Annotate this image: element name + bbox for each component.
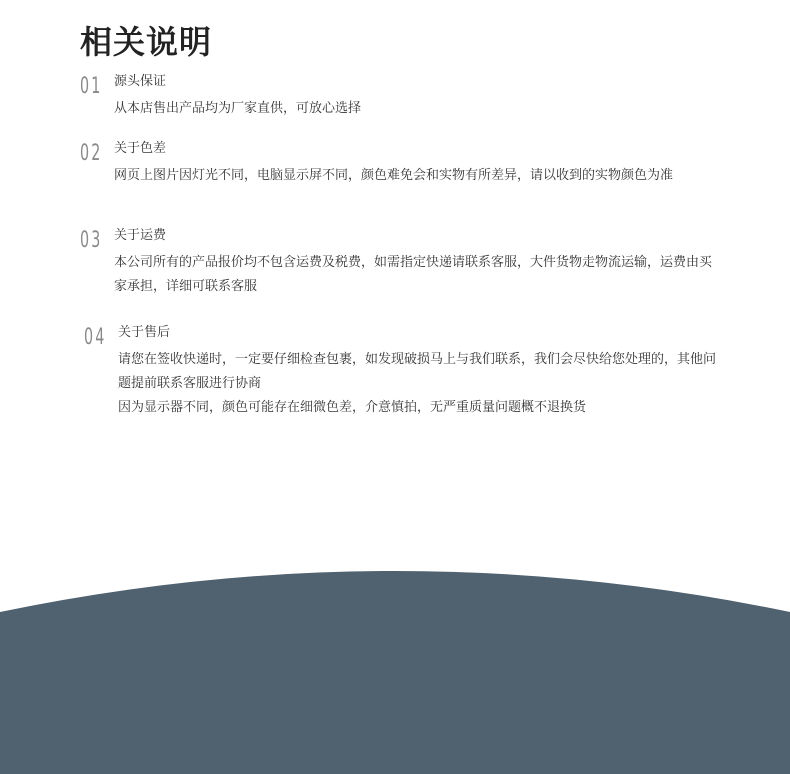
section-heading: 源头保证 — [114, 74, 167, 89]
section-text: 从本店售出产品均为厂家直供，可放心选择 — [114, 101, 362, 116]
section-number: 03 — [80, 228, 103, 253]
section-heading: 关于色差 — [114, 141, 167, 156]
section-number: 02 — [80, 141, 103, 166]
section-body — [114, 251, 714, 299]
section-text: 本公司所有的产品报价均不包含运费及税费，如需指定快递请联系客服，大件货物走物流运输，运费由买家承担，详细可联系客服 — [114, 255, 713, 294]
section-number: 04 — [84, 325, 107, 350]
section-body — [118, 348, 718, 420]
decorative-wave — [0, 560, 790, 774]
section-heading: 关于运费 — [114, 228, 167, 243]
page-title: 相关说明 — [80, 23, 213, 61]
section-text: 网页上图片因灯光不同，电脑显示屏不同，颜色难免会和实物有所差异，请以收到的实物颜色为准 — [114, 168, 674, 183]
section-number: 01 — [80, 74, 103, 99]
section-text: 请您在签收快递时，一定要仔细检查包裹，如发现破损马上与我们联系，我们会尽快给您处理的，其他问题提前联系客服进行协商 — [118, 352, 717, 391]
wave-shape — [0, 571, 790, 774]
section-text: 因为显示器不同，颜色可能存在细微色差，介意慎拍，无严重质量问题概不退换货 — [118, 400, 587, 415]
section-body — [114, 97, 714, 121]
section-body — [114, 164, 714, 188]
section-heading: 关于售后 — [118, 325, 171, 340]
